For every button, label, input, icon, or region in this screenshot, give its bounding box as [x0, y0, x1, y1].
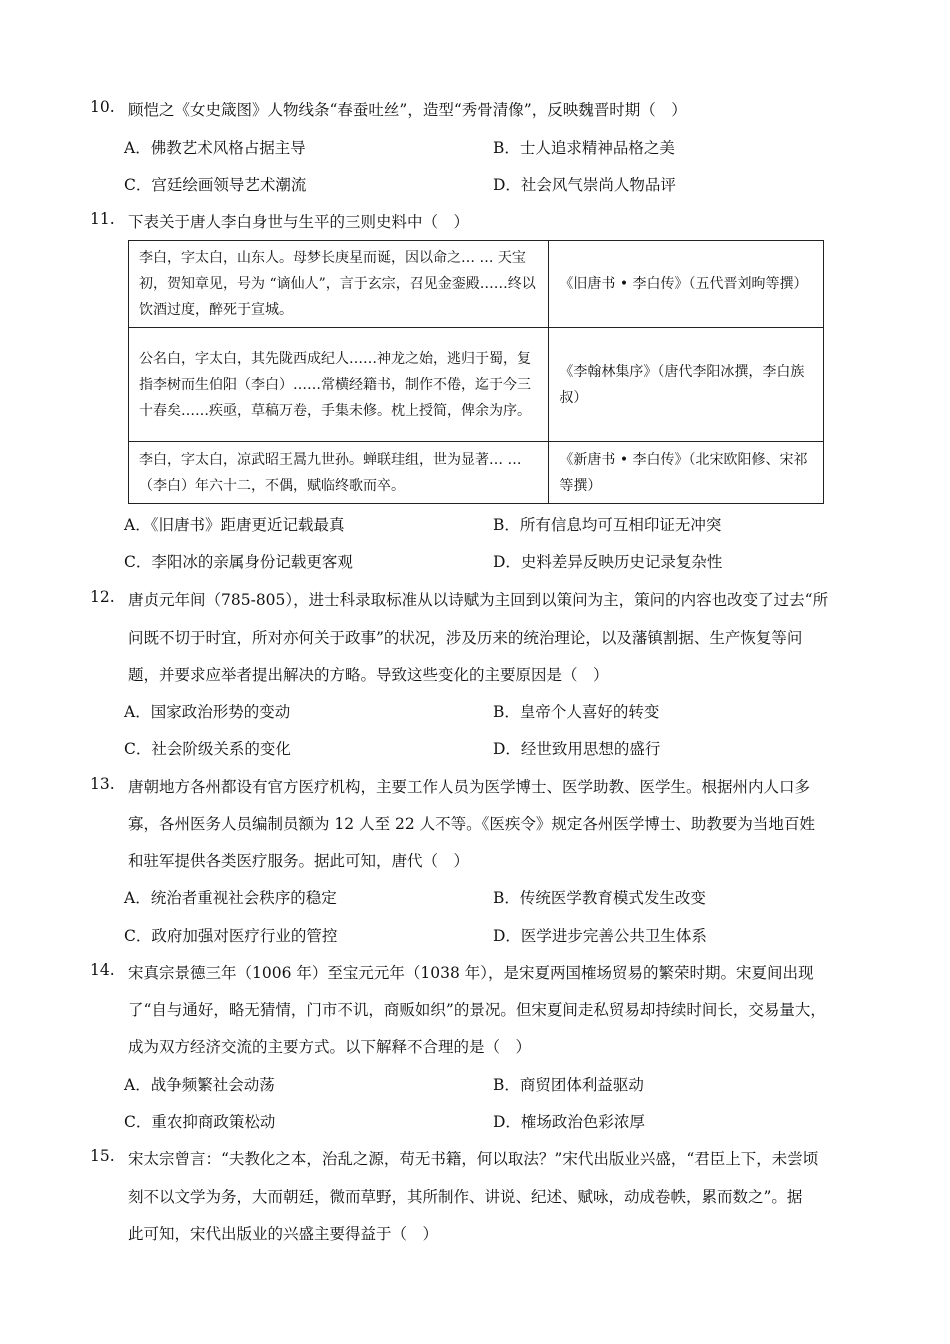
- option-c: C．李阳冰的亲属身份记载更客观: [124, 553, 353, 571]
- question-number: 15.: [90, 1147, 115, 1165]
- option-d: D．社会风气崇尚人物品评: [493, 176, 676, 194]
- table-cell-source: 《李翰林集序》（唐代李阳冰撰，李白族叔）: [549, 328, 824, 442]
- option-d: D．医学进步完善公共卫生体系: [493, 927, 707, 945]
- question-stem-line: 题，并要求应举者提出解决的方略。导致这些变化的主要原因是（ ）: [128, 666, 609, 684]
- question-number: 13.: [90, 775, 115, 793]
- question-number: 12.: [90, 588, 115, 606]
- question-number: 10.: [90, 98, 115, 116]
- option-c: C．宫廷绘画领导艺术潮流: [124, 176, 307, 194]
- option-a: A．战争频繁社会动荡: [124, 1076, 275, 1094]
- option-c: C．重农抑商政策松动: [124, 1113, 276, 1131]
- option-b: B．士人追求精神品格之美: [493, 139, 675, 157]
- question-number: 11.: [90, 210, 115, 228]
- question-stem-line: 成为双方经济交流的主要方式。以下解释不合理的是（ ）: [128, 1038, 532, 1056]
- table-row: [129, 442, 824, 504]
- option-d: D．榷场政治色彩浓厚: [493, 1113, 645, 1131]
- question-stem-line: 宋真宗景德三年（1006 年）至宝元元年（1038 年），是宋夏两国榷场贸易的繁荣时期。宋夏间出现: [128, 964, 814, 982]
- option-b: B．商贸团体利益驱动: [493, 1076, 644, 1094]
- table-cell-source: 《新唐书 • 李白传》（北宋欧阳修、宋祁等撰）: [549, 442, 824, 504]
- question-stem-line: 和驻军提供各类医疗服务。据此可知，唐代（ ）: [128, 852, 470, 870]
- table-row: [129, 328, 824, 442]
- option-c: C．社会阶级关系的变化: [124, 740, 291, 758]
- question-stem-line: 宋太宗曾言：“夫教化之本，治乱之源，苟无书籍，何以取法？”宋代出版业兴盛，“君臣上下，未尝顷: [128, 1150, 819, 1168]
- source-table: [128, 240, 824, 504]
- option-b: B．传统医学教育模式发生改变: [493, 889, 706, 907]
- option-c: C．政府加强对医疗行业的管控: [124, 927, 338, 945]
- question-stem: 顾恺之《女史箴图》人物线条“春蚕吐丝”，造型“秀骨清像”，反映魏晋时期（ ）: [128, 101, 687, 119]
- option-b: B．所有信息均可互相印证无冲突: [493, 516, 722, 534]
- question-stem-line: 唐朝地方各州都设有官方医疗机构，主要工作人员为医学博士、医学助教、医学生。根据州内人口多: [128, 778, 811, 796]
- table-cell-source: 《旧唐书 • 李白传》（五代晋刘昫等撰）: [549, 241, 824, 328]
- option-d: D．经世致用思想的盛行: [493, 740, 661, 758]
- question-stem-line: 此可知，宋代出版业的兴盛主要得益于（ ）: [128, 1225, 439, 1243]
- question-stem-line: 唐贞元年间（785-805），进士科录取标准从以诗赋为主回到以策问为主，策问的内容也改变了过去“所: [128, 591, 829, 609]
- option-d: D．史料差异反映历史记录复杂性: [493, 553, 723, 571]
- question-stem-line: 刻不以文学为务，大而朝廷，微而草野，其所制作、讲说、纪述、赋咏，动成卷帙，累而数之”。据: [128, 1188, 803, 1206]
- option-b: B．皇帝个人喜好的转变: [493, 703, 660, 721]
- table-cell-content: 李白，字太白，凉武昭王暠九世孙。蝉联珪组，世为显著… … （李白）年六十二，不偶，赋临终歌而卒。: [129, 442, 549, 504]
- table-cell-content: 李白，字太白，山东人。母梦长庚星而诞，因以命之… … 天宝初，贺知章见，号为 “谪仙人”，言于玄宗，召见金銮殿……终以饮酒过度，醉死于宣城。: [129, 241, 549, 328]
- question-stem: 下表关于唐人李白身世与生平的三则史料中（ ）: [128, 213, 470, 231]
- option-a: A．《旧唐书》距唐更近记载最真: [124, 516, 345, 534]
- table-cell-content: 公名白，字太白，其先陇西成纪人……神龙之始，逃归于蜀，复指李树而生伯阳（李白）……常横经籍书，制作不倦，迄于今三十春矣……疾亟，草稿万卷，手集未修。枕上授简，俾余为序。: [129, 328, 549, 442]
- option-a: A．国家政治形势的变动: [124, 703, 291, 721]
- question-number: 14.: [90, 961, 115, 979]
- option-a: A．统治者重视社会秩序的稳定: [124, 889, 337, 907]
- question-stem-line: 问既不切于时宜，所对亦何关于政事”的状况，涉及历来的统治理论，以及藩镇割据、生产恢复等问: [128, 629, 803, 647]
- question-stem-line: 寡，各州医务人员编制员额为 12 人至 22 人不等。《医疾令》规定各州医学博士、助教要为当地百姓: [128, 815, 815, 833]
- question-stem-line: 了“自与通好，略无猜情，门市不讥，商贩如织”的景况。但宋夏间走私贸易却持续时间长，交易量大，: [128, 1001, 826, 1019]
- table-row: [129, 241, 824, 328]
- option-a: A．佛教艺术风格占据主导: [124, 139, 306, 157]
